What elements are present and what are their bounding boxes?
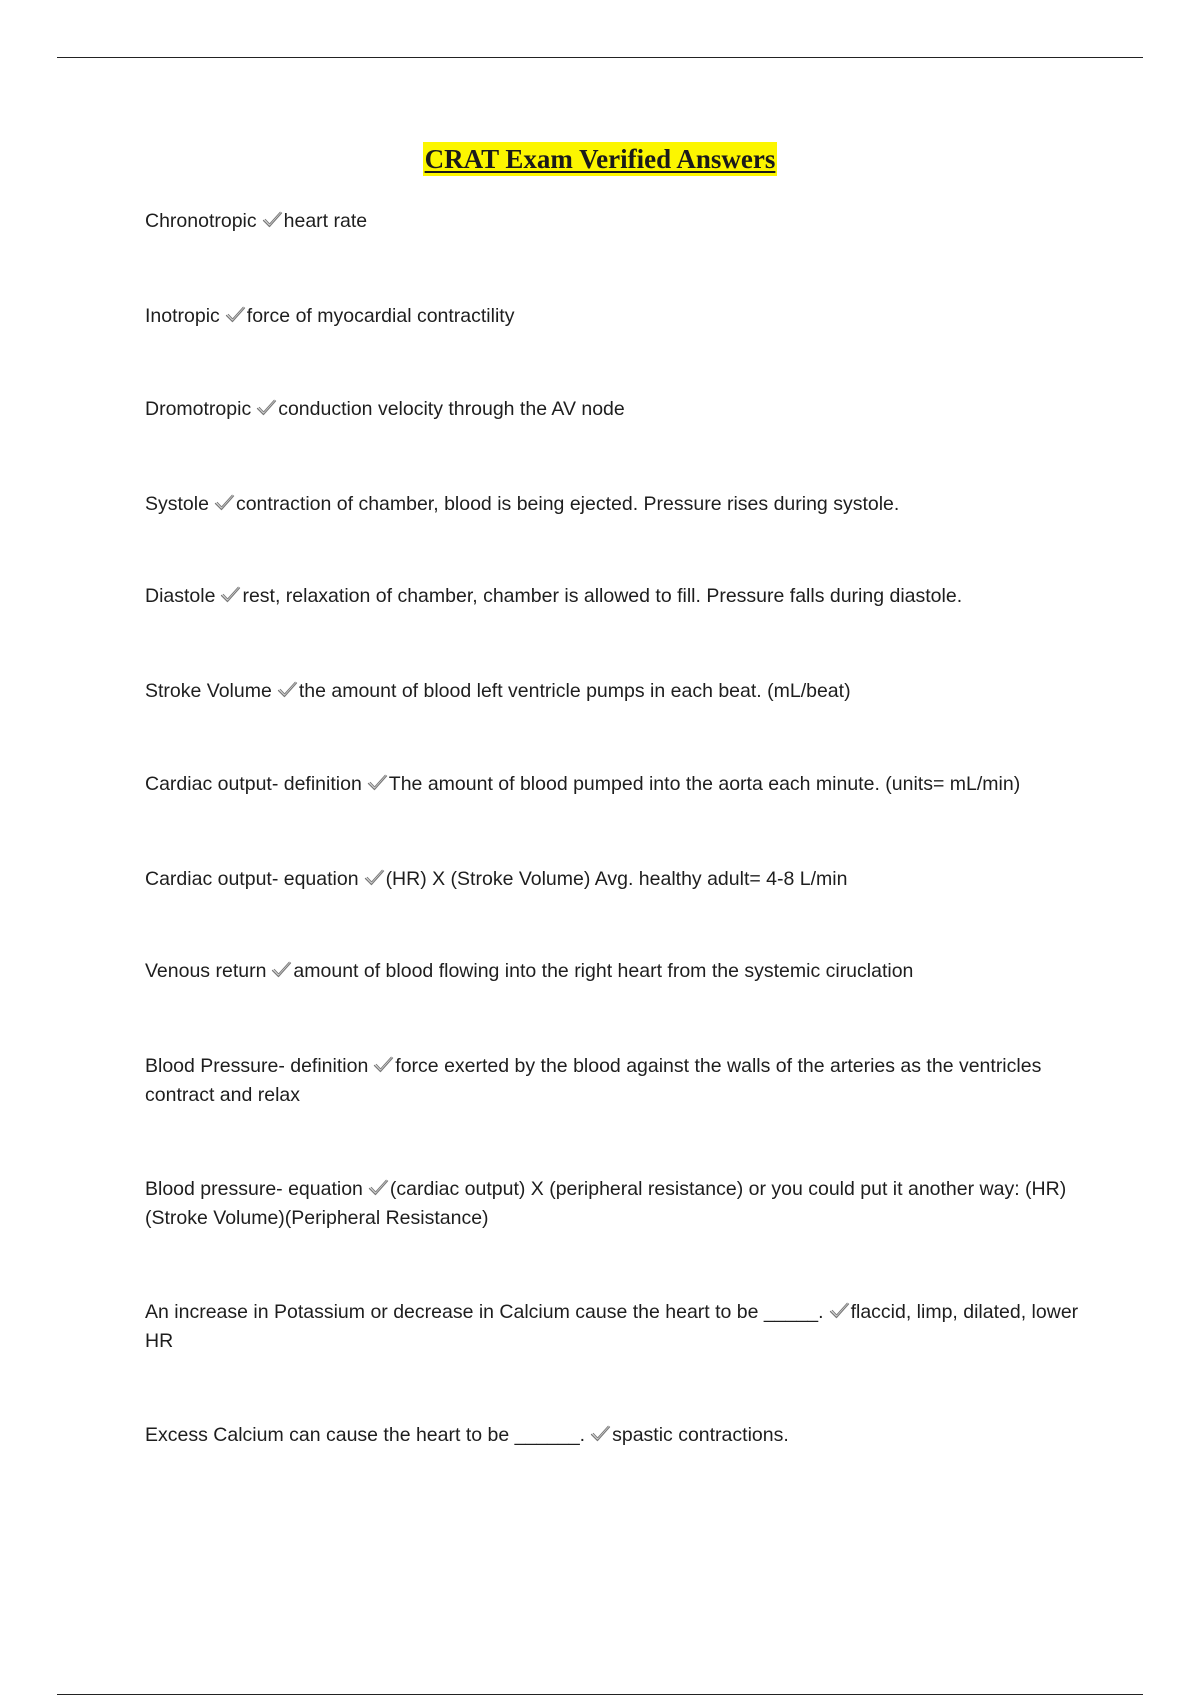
entry-answer: the amount of blood left ventricle pumps in each beat. (mL/beat) — [298, 680, 851, 702]
entry-answer: force exerted by the blood against the walls of the arteries as the ventricles contract and relax — [145, 1055, 1042, 1106]
entry-answer: amount of blood flowing into the right heart from the systemic ciruclation — [293, 960, 914, 982]
entry-term: An increase in Potassium or decrease in Calcium cause the heart to be _____. — [145, 1301, 824, 1323]
entry-4 — [145, 490, 1095, 519]
check-mark-icon — [590, 1425, 611, 1443]
entry-answer: force of myocardial contractility — [246, 305, 515, 327]
entry-term: Stroke Volume — [145, 680, 272, 702]
top-divider — [57, 57, 1143, 58]
entry-7 — [145, 770, 1095, 799]
entry-12 — [145, 1298, 1095, 1356]
check-mark-icon — [271, 961, 292, 979]
entry-9 — [145, 957, 1095, 986]
entry-answer: flaccid, limp, dilated, lower HR — [145, 1301, 1079, 1352]
entry-10 — [145, 1052, 1095, 1110]
entry-8 — [145, 865, 1095, 894]
entry-5 — [145, 582, 1095, 611]
entry-term: Diastole — [145, 585, 216, 607]
entry-2 — [145, 302, 1095, 331]
bottom-divider — [57, 1694, 1143, 1695]
entry-3 — [145, 395, 1095, 424]
entry-term: Dromotropic — [145, 398, 252, 420]
check-mark-icon — [214, 494, 235, 512]
page-title: CRAT Exam Verified Answers — [424, 144, 776, 174]
entry-answer: conduction velocity through the AV node — [278, 398, 625, 420]
entry-answer: The amount of blood pumped into the aorta each minute. (units= mL/min) — [388, 773, 1021, 795]
entry-6 — [145, 677, 1095, 706]
entry-11 — [145, 1175, 1095, 1233]
entry-answer: rest, relaxation of chamber, chamber is allowed to fill. Pressure falls during diastole. — [242, 585, 963, 607]
entry-term: Excess Calcium can cause the heart to be ______. — [145, 1424, 586, 1446]
entry-13 — [145, 1421, 1095, 1450]
entry-1 — [145, 207, 1095, 236]
entry-term: Blood Pressure- definition — [145, 1055, 369, 1077]
entry-term: Cardiac output- definition — [145, 773, 362, 795]
check-mark-icon — [367, 774, 388, 792]
entry-answer: (cardiac output) X (peripheral resistance) or you could put it another way: (HR)(Stroke Volume)(Peripheral Resistance) — [145, 1178, 1067, 1229]
check-mark-icon — [220, 586, 241, 604]
check-mark-icon — [256, 399, 277, 417]
check-mark-icon — [277, 681, 298, 699]
check-mark-icon — [373, 1056, 394, 1074]
entry-answer: (HR) X (Stroke Volume) Avg. healthy adult= 4-8 L/min — [385, 868, 848, 890]
entry-term: Cardiac output- equation — [145, 868, 359, 890]
check-mark-icon — [225, 306, 246, 324]
check-mark-icon — [262, 211, 283, 229]
entry-term: Blood pressure- equation — [145, 1178, 363, 1200]
entry-term: Chronotropic — [145, 210, 257, 232]
entry-answer: spastic contractions. — [612, 1424, 789, 1446]
entry-answer: contraction of chamber, blood is being ejected. Pressure rises during systole. — [235, 493, 900, 515]
entry-term: Inotropic — [145, 305, 220, 327]
entry-term: Systole — [145, 493, 209, 515]
check-mark-icon — [829, 1302, 850, 1320]
entry-term: Venous return — [145, 960, 267, 982]
check-mark-icon — [368, 1179, 389, 1197]
title-container — [0, 142, 1200, 176]
check-mark-icon — [364, 869, 385, 887]
entry-answer: heart rate — [283, 210, 368, 232]
